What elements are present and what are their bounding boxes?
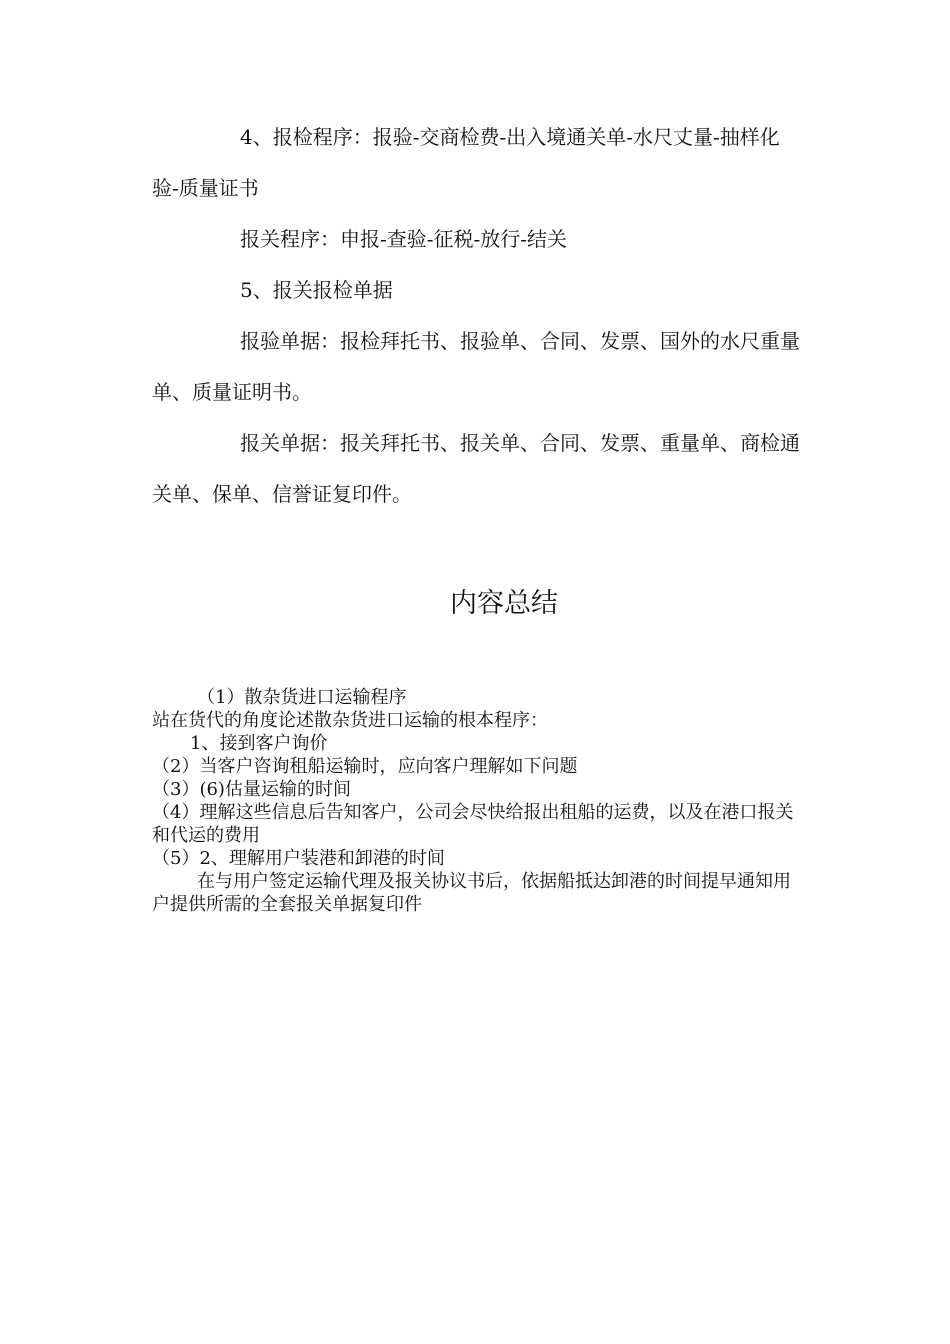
summary-line: （1）散杂货进口运输程序 (197, 687, 407, 708)
summary-line: 1、接到客户询价 (190, 733, 328, 754)
paragraph-inspection-documents: 报验单据：报检拜托书、报验单、合同、发票、国外的水尺重量单、质量证明书。 (152, 329, 800, 404)
summary-line: 站在货代的角度论述散杂货进口运输的根本程序： (152, 710, 548, 731)
summary-line: （5）2、理解用户装港和卸港的时间 (152, 848, 445, 869)
summary-section (152, 686, 804, 916)
paragraph-customs-documents: 报关单据：报关拜托书、报关单、合同、发票、重量单、商检通关单、保单、信誉证复印件。 (152, 431, 800, 506)
summary-line: （2）当客户咨询租船运输时，应向客户理解如下问题 (152, 756, 578, 777)
paragraph-documents-heading: 5、报关报检单据 (240, 278, 393, 302)
summary-line: （4）理解这些信息后告知客户，公司会尽快给报出租船的运费，以及在港口报关和代运的费用 (152, 802, 794, 846)
summary-line: 在与用户签定运输代理及报关协议书后，依据船抵达卸港的时间提早通知用户提供所需的全套报关单据复印件 (152, 871, 791, 915)
section-title: 内容总结 (450, 588, 558, 619)
paragraph-inspection-procedure: 4、报检程序：报验-交商检费-出入境通关单-水尺丈量-抽样化验-质量证书 (152, 125, 780, 200)
body-section (152, 112, 804, 520)
summary-line: （3）(6)估量运输的时间 (152, 779, 351, 800)
paragraph-customs-procedure: 报关程序：申报-查验-征税-放行-结关 (240, 227, 568, 251)
